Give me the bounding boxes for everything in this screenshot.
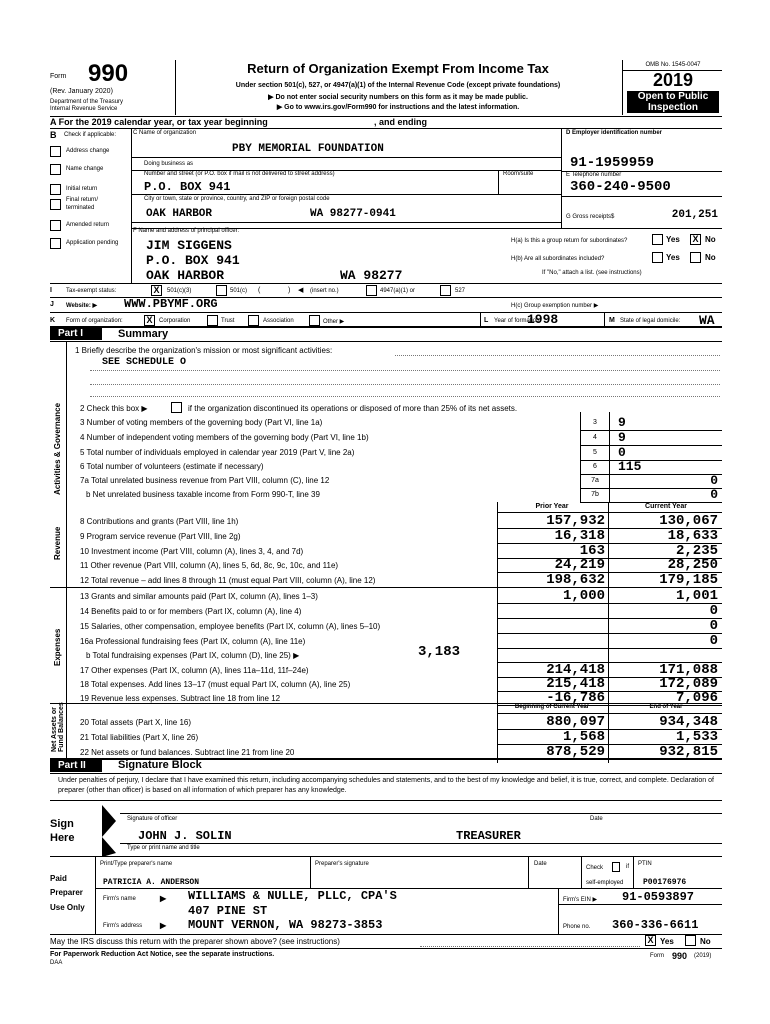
gov-line-value: 0 bbox=[710, 487, 718, 502]
org-name: PBY MEMORIAL FOUNDATION bbox=[232, 143, 384, 155]
expense-prior-value: 1,000 bbox=[562, 588, 605, 604]
year-formation-value: 1998 bbox=[527, 312, 559, 327]
expense-current-value: 0 bbox=[709, 618, 718, 634]
checkbox-name-change[interactable] bbox=[50, 164, 61, 175]
application-pending-label: Application pending bbox=[66, 240, 119, 246]
discuss-no-checkbox[interactable] bbox=[685, 935, 696, 946]
hb-yes-label: Yes bbox=[666, 253, 680, 262]
ha-yes-label: Yes bbox=[666, 235, 680, 244]
discuss-yes-label: Yes bbox=[660, 937, 674, 946]
revenue-prior-value: 163 bbox=[579, 543, 605, 559]
check-if-applicable: Check if applicable: bbox=[64, 132, 117, 138]
net-assets-line-text: 20 Total assets (Part X, line 16) bbox=[80, 718, 192, 727]
side-label-expenses: Expenses bbox=[53, 628, 62, 666]
status-527-label: 527 bbox=[455, 288, 466, 294]
insert-arrow: ◀ bbox=[298, 287, 304, 294]
self-employed-check-label: Check bbox=[586, 865, 604, 871]
expense-line-text: 13 Grants and similar amounts paid (Part IX, column (A), lines 1–3) bbox=[80, 592, 318, 601]
sign-date-label: Date bbox=[590, 816, 603, 822]
checkbox-amended-return[interactable] bbox=[50, 220, 61, 231]
hb-subordinates-label: H(b) Are all subordinates included? bbox=[511, 256, 605, 262]
boy-header: Beginning of Current Year bbox=[514, 704, 590, 710]
form-trust-label: Trust bbox=[221, 318, 235, 324]
status-501c3-checkbox[interactable]: X bbox=[151, 285, 162, 296]
form-association-label: Association bbox=[263, 318, 294, 324]
preparer-signature-label: Preparer's signature bbox=[315, 861, 369, 867]
checkbox-initial-return[interactable] bbox=[50, 184, 61, 195]
hb-no-label: No bbox=[705, 253, 716, 262]
revenue-line-text: 12 Total revenue – add lines 8 through 11 (must equal Part VIII, column (A), line 12) bbox=[80, 576, 376, 585]
line-2-description: if the organization discontinued its operations or disposed of more than 25% of its net assets. bbox=[188, 404, 518, 413]
ha-group-return-label: H(a) Is this a group return for subordinates? bbox=[511, 238, 628, 244]
officer-signature-title: TREASURER bbox=[456, 829, 521, 843]
officer-signature-name: JOHN J. SOLIN bbox=[138, 829, 232, 843]
hb-yes-checkbox[interactable] bbox=[652, 252, 663, 263]
instruction-website: ▶ Go to www.irs.gov/Form990 for instructions and the latest information. bbox=[276, 104, 520, 111]
hb-note: If "No," attach a list. (see instructions) bbox=[542, 270, 642, 276]
expense-line-text: 14 Benefits paid to or for members (Part IX, column (A), line 4) bbox=[80, 607, 302, 616]
expense-prior-value: 215,418 bbox=[546, 676, 605, 692]
status-501c-label: 501(c) bbox=[230, 288, 248, 294]
expense-line-text: b Total fundraising expenses (Part IX, column (D), line 25) ▶ bbox=[86, 651, 300, 660]
footer-form-label: Form bbox=[650, 953, 664, 959]
net-assets-prior-value: 878,529 bbox=[546, 744, 605, 760]
net-assets-prior-value: 1,568 bbox=[562, 729, 605, 745]
ha-no-label: No bbox=[705, 235, 716, 244]
ha-no-checkbox[interactable]: X bbox=[690, 234, 701, 245]
firm-name-arrow: ▶ bbox=[160, 894, 167, 903]
room-suite-label: Room/suite bbox=[503, 171, 534, 177]
officer-state-zip: WA 98277 bbox=[340, 268, 403, 283]
expense-line-text: 16a Professional fundraising fees (Part IX, column (A), line 11e) bbox=[80, 637, 306, 646]
firm-name-label: Firm's name bbox=[103, 896, 136, 902]
current-year-header: Current Year bbox=[645, 503, 687, 510]
status-501c3-label: 501(c)(3) bbox=[167, 288, 192, 294]
gov-line-text: b Net unrelated business taxable income from Form 990-T, line 39 bbox=[86, 490, 320, 499]
footer-form-year: (2019) bbox=[694, 953, 712, 959]
part-1-title: Summary bbox=[118, 328, 169, 340]
part-2-bar: Part II bbox=[50, 760, 102, 772]
form-of-org-label: Form of organization: bbox=[66, 318, 123, 324]
firm-phone-label: Phone no. bbox=[563, 924, 591, 930]
gov-line-rule bbox=[580, 430, 722, 431]
expense-row-rule bbox=[497, 648, 722, 649]
revenue-current-value: 179,185 bbox=[659, 572, 718, 588]
state-domicile-label: State of legal domicile: bbox=[620, 318, 681, 324]
initial-return-label: Initial return bbox=[66, 186, 98, 192]
eoy-header: End of Year bbox=[649, 704, 683, 710]
line-i-label: I bbox=[50, 287, 52, 294]
telephone-value: 360-240-9500 bbox=[570, 179, 671, 195]
net-assets-current-value: 932,815 bbox=[659, 744, 718, 760]
prior-year-header: Prior Year bbox=[535, 503, 569, 510]
sign-label: Sign bbox=[50, 818, 74, 830]
side-label-activities: Activities & Governance bbox=[53, 402, 62, 495]
gov-line-number: 3 bbox=[593, 419, 597, 426]
org-name-label: C Name of organization bbox=[133, 130, 197, 136]
expense-line-text: 15 Salaries, other compensation, employee benefits (Part IX, column (A), lines 5–10) bbox=[80, 622, 381, 631]
website-label: Website: ▶ bbox=[66, 303, 98, 309]
preparer-name-label: Print/Type preparer's name bbox=[100, 861, 173, 867]
form-other-checkbox[interactable] bbox=[309, 315, 320, 326]
preparer-date-label: Date bbox=[534, 861, 547, 867]
preparer-label: Preparer bbox=[50, 888, 83, 897]
ptin-label: PTIN bbox=[638, 861, 652, 867]
gov-line-number: 5 bbox=[593, 449, 597, 456]
line-a-tax-year: A For the 2019 calendar year, or tax year beginning bbox=[50, 117, 268, 127]
here-label: Here bbox=[50, 832, 75, 844]
form-number: 990 bbox=[88, 60, 129, 87]
year-formation-label: Year of formation: bbox=[494, 318, 542, 324]
revenue-line-text: 9 Program service revenue (Part VIII, line 2g) bbox=[80, 532, 241, 541]
form-corporation-label: Corporation bbox=[159, 318, 191, 324]
gov-line-text: 4 Number of independent voting members of the governing body (Part VI, line 1b) bbox=[80, 433, 369, 442]
form-title: Return of Organization Exempt From Income Tax bbox=[247, 61, 549, 76]
expense-prior-value: -16,786 bbox=[546, 690, 605, 706]
revenue-line-text: 11 Other revenue (Part VIII, column (A), lines 5, 6d, 8c, 9c, 10c, and 11e) bbox=[80, 561, 339, 570]
self-employed-checkbox[interactable] bbox=[612, 862, 620, 872]
mission-value: SEE SCHEDULE O bbox=[102, 357, 187, 368]
net-assets-prior-value: 880,097 bbox=[546, 714, 605, 730]
gov-line-text: 5 Total number of individuals employed in calendar year 2019 (Part V, line 2a) bbox=[80, 448, 355, 457]
irs-discuss-question: May the IRS discuss this return with the preparer shown above? (see instructions) bbox=[50, 937, 340, 946]
discontinued-checkbox[interactable] bbox=[171, 402, 182, 413]
form-trust-checkbox[interactable] bbox=[207, 315, 218, 326]
hc-group-exemption-label: H(c) Group exemption number ▶ bbox=[511, 303, 599, 309]
insert-no-label: (insert no.) bbox=[310, 288, 339, 294]
firm-name-value: WILLIAMS & NULLE, PLLC, CPA'S bbox=[188, 889, 397, 903]
instruction-ssn: ▶ Do not enter social security numbers on this form as it may be made public. bbox=[268, 94, 528, 101]
section-b-label: B bbox=[50, 130, 57, 140]
header-divider-right bbox=[622, 60, 623, 115]
gov-line-number: 6 bbox=[593, 463, 597, 470]
use-only-label: Use Only bbox=[50, 903, 85, 912]
gov-line-text: 3 Number of voting members of the governing body (Part VI, line 1a) bbox=[80, 418, 323, 427]
expense-current-value: 172,089 bbox=[659, 676, 718, 692]
line-l-label: L bbox=[484, 317, 489, 324]
checkbox-final-return[interactable] bbox=[50, 199, 61, 210]
revenue-current-value: 28,250 bbox=[667, 557, 718, 573]
gov-line-value: 0 bbox=[710, 473, 718, 488]
discuss-no-label: No bbox=[700, 937, 711, 946]
revenue-line-text: 10 Investment income (Part VIII, column (A), lines 3, 4, and 7d) bbox=[80, 547, 304, 556]
status-527-checkbox[interactable] bbox=[440, 285, 451, 296]
ha-yes-checkbox[interactable] bbox=[652, 234, 663, 245]
website-value: WWW.PBYMF.ORG bbox=[124, 297, 218, 311]
form-corporation-checkbox[interactable]: X bbox=[144, 315, 155, 326]
insert-paren-open: ( bbox=[258, 287, 261, 294]
paid-label: Paid bbox=[50, 874, 67, 883]
discuss-yes-checkbox[interactable]: X bbox=[645, 935, 656, 946]
firm-ein-value: 91-0593897 bbox=[622, 890, 695, 904]
revenue-current-value: 130,067 bbox=[659, 513, 718, 529]
form-other-label: Other ▶ bbox=[323, 319, 345, 325]
revenue-current-value: 18,633 bbox=[667, 528, 718, 544]
gov-line-rule bbox=[580, 445, 722, 446]
side-label-revenue: Revenue bbox=[53, 526, 62, 560]
insert-paren-close: ) bbox=[288, 287, 291, 294]
preparer-name-value: PATRICIA A. ANDERSON bbox=[103, 878, 200, 887]
net-assets-current-value: 934,348 bbox=[659, 714, 718, 730]
paperwork-notice: For Paperwork Reduction Act Notice, see the separate instructions. bbox=[50, 951, 275, 958]
ein-label: D Employer identification number bbox=[566, 130, 663, 136]
net-assets-line-text: 22 Net assets or fund balances. Subtract line 21 from line 20 bbox=[80, 748, 295, 757]
footer-form-number: 990 bbox=[672, 951, 688, 961]
gov-line-number: 7b bbox=[591, 491, 599, 498]
gov-line-value: 9 bbox=[618, 430, 626, 445]
gov-line-rule bbox=[580, 460, 722, 461]
org-state-zip: WA 98277-0941 bbox=[310, 208, 396, 220]
org-street: P.O. BOX 941 bbox=[144, 180, 231, 194]
line-2-checkbox-text: 2 Check this box ▶ bbox=[80, 404, 148, 413]
sign-here-arrow-icon bbox=[100, 803, 120, 859]
firm-address-line-2: MOUNT VERNON, WA 98273-3853 bbox=[188, 918, 383, 932]
revenue-prior-value: 16,318 bbox=[554, 528, 605, 544]
expense-prior-value: 214,418 bbox=[546, 662, 605, 678]
department-line-2: Internal Revenue Service bbox=[50, 106, 118, 112]
name-change-label: Name change bbox=[66, 166, 104, 172]
expense-current-value: 7,096 bbox=[675, 690, 718, 706]
dba-label: Doing business as bbox=[144, 161, 194, 167]
street-label: Number and street (or P.O. box if mail is not delivered to street address) bbox=[144, 171, 335, 177]
expense-line-text: 19 Revenue less expenses. Subtract line 18 from line 12 bbox=[80, 694, 281, 703]
expense-current-value: 0 bbox=[709, 633, 718, 649]
gross-receipts-value: 201,251 bbox=[671, 209, 718, 221]
gov-line-value: 115 bbox=[618, 459, 642, 474]
net-assets-current-value: 1,533 bbox=[675, 729, 718, 745]
officer-name: JIM SIGGENS bbox=[146, 238, 232, 253]
expense-current-value: 0 bbox=[709, 603, 718, 619]
net-assets-line-text: 21 Total liabilities (Part X, line 26) bbox=[80, 733, 199, 742]
firm-address-arrow: ▶ bbox=[160, 921, 167, 930]
gov-line-value: 0 bbox=[618, 445, 626, 460]
open-to-public-badge: Open to Public Inspection bbox=[637, 91, 709, 113]
ein-value: 91-1959959 bbox=[570, 155, 655, 171]
principal-officer-label: F Name and address of principal officer: bbox=[133, 228, 240, 234]
checkbox-address-change[interactable] bbox=[50, 146, 61, 157]
revenue-prior-value: 198,632 bbox=[546, 572, 605, 588]
department-line-1: Department of the Treasury bbox=[50, 99, 124, 105]
tax-exempt-status-label: Tax-exempt status: bbox=[66, 288, 117, 294]
city-label: City or town, state or province, country, and ZIP or foreign postal code bbox=[144, 196, 330, 202]
firm-phone-value: 360-336-6611 bbox=[612, 918, 699, 932]
side-label-net-assets: Net Assets or Fund Balances bbox=[51, 702, 65, 752]
status-501c-checkbox[interactable] bbox=[216, 285, 227, 296]
expense-current-value: 1,001 bbox=[675, 588, 718, 604]
type-print-label: Type or print name and title bbox=[127, 845, 200, 851]
line-a-ending: , and ending bbox=[374, 117, 427, 127]
revenue-prior-value: 24,219 bbox=[554, 557, 605, 573]
final-return-label: Final return/ terminated bbox=[66, 197, 99, 211]
status-4947-checkbox[interactable] bbox=[366, 285, 377, 296]
form-association-checkbox[interactable] bbox=[248, 315, 259, 326]
revision-date: (Rev. January 2020) bbox=[50, 88, 113, 95]
telephone-label: E Telephone number bbox=[566, 172, 622, 178]
gov-line-number: 7a bbox=[591, 477, 599, 484]
officer-city: OAK HARBOR bbox=[146, 268, 225, 283]
fundraising-total-value: 3,183 bbox=[417, 644, 460, 660]
penalty-statement: Under penalties of perjury, I declare that I have examined this return, including accompanying schedules and statements, and to the best of my knowledge and belief, it is true, correct, and complete. Declaration of preparer (other than officer) is based on all information of which preparer has any knowledge. bbox=[58, 777, 714, 794]
expense-line-text: 17 Other expenses (Part IX, column (A), lines 11a–11d, 11f–24e) bbox=[80, 666, 309, 675]
tax-year: 2019 bbox=[652, 70, 694, 90]
gross-receipts-label: G Gross receipts$ bbox=[566, 214, 615, 220]
hb-no-checkbox[interactable] bbox=[690, 252, 701, 263]
revenue-line-text: 8 Contributions and grants (Part VIII, line 1h) bbox=[80, 517, 239, 526]
revenue-current-value: 2,235 bbox=[675, 543, 718, 559]
part-1-bar: Part I bbox=[50, 328, 102, 340]
daa-label: DAA bbox=[50, 960, 63, 966]
line-m-label: M bbox=[609, 317, 615, 324]
form-subtitle: Under section 501(c), 527, or 4947(a)(1) of the Internal Revenue Code (except private foundations) bbox=[235, 82, 561, 89]
firm-address-label: Firm's address bbox=[103, 923, 143, 929]
revenue-prior-value: 157,932 bbox=[546, 513, 605, 529]
gov-line-number: 4 bbox=[593, 434, 597, 441]
line-j-label: J bbox=[50, 301, 54, 308]
signature-officer-label: Signature of officer bbox=[127, 816, 178, 822]
part-2-title: Signature Block bbox=[118, 759, 202, 771]
status-4947-label: 4947(a)(1) or bbox=[380, 288, 416, 294]
checkbox-application-pending[interactable] bbox=[50, 238, 61, 249]
gov-line-text: 7a Total unrelated business revenue from Part VIII, column (C), line 12 bbox=[80, 476, 330, 485]
gov-line-text: 6 Total number of volunteers (estimate if necessary) bbox=[80, 462, 264, 471]
expense-line-text: 18 Total expenses. Add lines 13–17 (must equal Part IX, column (A), line 25) bbox=[80, 680, 351, 689]
firm-address-line-1: 407 PINE ST bbox=[188, 904, 268, 918]
address-change-label: Address change bbox=[66, 148, 110, 154]
form-label: Form bbox=[50, 73, 67, 80]
line-k-label: K bbox=[50, 317, 56, 324]
line-1-mission: 1 Briefly describe the organization's mission or most significant activities: bbox=[75, 346, 333, 355]
officer-street: P.O. BOX 941 bbox=[146, 253, 240, 268]
self-employed-label: self-employed bbox=[586, 880, 624, 886]
state-domicile-value: WA bbox=[699, 313, 715, 328]
firm-ein-label: Firm's EIN ▶ bbox=[563, 897, 598, 903]
amended-return-label: Amended return bbox=[66, 222, 110, 228]
org-city: OAK HARBOR bbox=[146, 208, 213, 220]
expense-current-value: 171,088 bbox=[659, 662, 718, 678]
gov-line-value: 9 bbox=[618, 415, 626, 430]
omb-number: OMB No. 1545-0047 bbox=[645, 62, 701, 68]
header-divider-left bbox=[175, 60, 176, 115]
ptin-value: P00176976 bbox=[643, 878, 687, 887]
self-employed-if: if bbox=[626, 864, 629, 870]
